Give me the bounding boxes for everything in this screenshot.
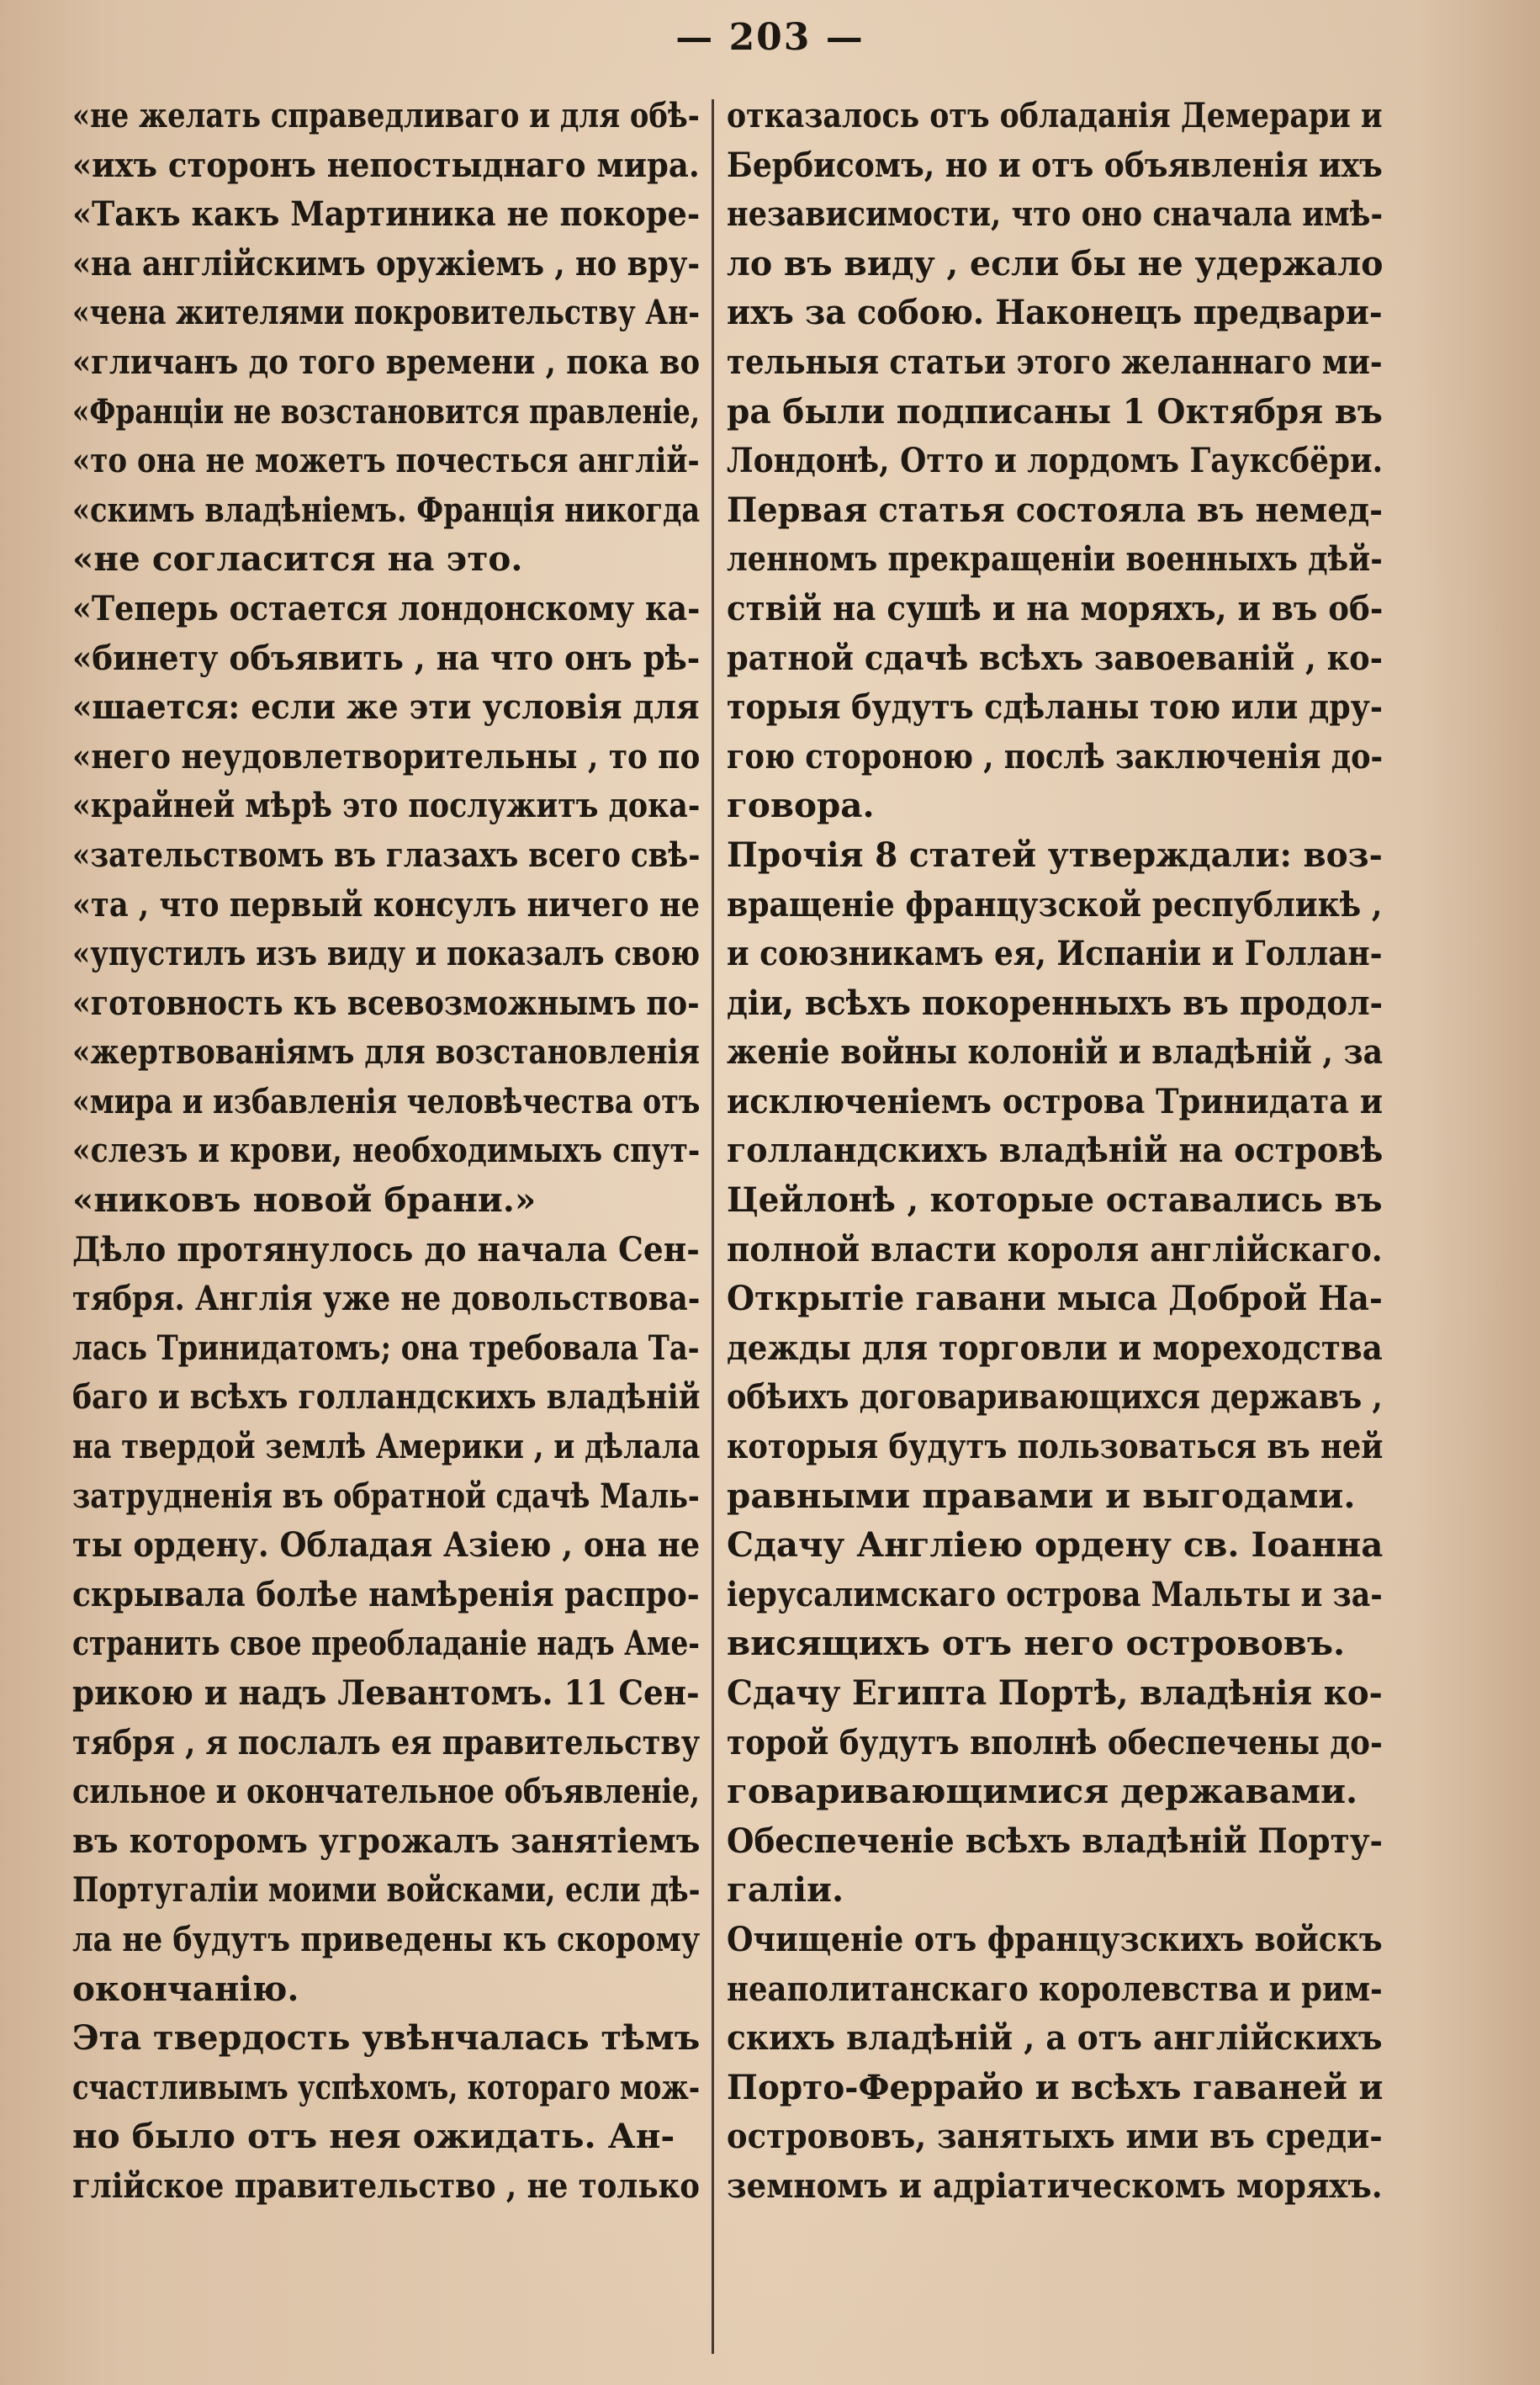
text-line: Эта твердость увѣнчалась тѣмъ [72, 2017, 701, 2059]
text-line: полной власти короля англійскаго. [727, 1228, 1383, 1269]
text-line: «чена жителями покровительству Ан- [72, 292, 700, 333]
text-line: Лондонѣ, Отто и лордомъ Гауксбёри. [727, 440, 1384, 481]
text-line: торыя будутъ сдѣланы тою или дру- [727, 686, 1383, 728]
text-line: дежды для торговли и мореходства [727, 1327, 1383, 1368]
text-line: странить свое преобладаніе надъ Аме- [72, 1623, 700, 1664]
text-line: ра были подписаны 1 Октября въ [727, 390, 1383, 432]
text-line: Португаліи моими войсками, если дѣ- [72, 1869, 701, 1911]
text-line: скихъ владѣній , а отъ англійскихъ [727, 2017, 1383, 2059]
text-line: «шается: если же эти условія для [72, 686, 700, 728]
text-line: баго и всѣхъ голландскихъ владѣній [72, 1376, 700, 1418]
text-line: «него неудовлетворительны , то по [72, 735, 700, 776]
page-number: — 203 — [675, 16, 865, 59]
text-line: тельныя статьи этого желаннаго ми- [727, 341, 1383, 382]
text-line: галіи. [727, 1869, 844, 1911]
text-line: ихъ за собою. Наконецъ предвари- [727, 292, 1383, 333]
text-line: исключеніемъ острова Тринидата и [727, 1080, 1384, 1121]
text-line: «Такъ какъ Мартиника не покоре- [72, 193, 700, 235]
text-line: «скимъ владѣніемъ. Франція никогда [72, 489, 700, 530]
text-line: ствій на сушѣ и на моряхъ, и въ об- [727, 587, 1383, 628]
text-line: на твердой землѣ Америки , и дѣлала [72, 1426, 701, 1467]
text-line: «Франціи не возстановится правленіе, [72, 390, 701, 432]
text-line: которыя будутъ пользоваться въ ней [727, 1426, 1384, 1467]
text-line: но было отъ нея ожидать. Ан- [72, 2116, 675, 2157]
text-line: женіе войны колоній и владѣній , за [727, 1031, 1383, 1073]
text-line: «крайней мѣрѣ это послужитъ дока- [72, 785, 700, 826]
text-line: Сдачу Англіею ордену св. Іоанна [727, 1524, 1384, 1566]
text-line: рикою и надъ Левантомъ. 11 Сен- [72, 1672, 700, 1713]
text-line: вращеніе французской республикѣ , [727, 883, 1383, 925]
column-divider [712, 99, 714, 2354]
text-line: іерусалимскаго острова Мальты и за- [727, 1573, 1383, 1614]
text-line: глійское правительство , не только [72, 2165, 700, 2206]
text-line: «гличанъ до того времени , пока во [72, 341, 701, 382]
text-line: и союзникамъ ея, Испаніи и Голлан- [727, 933, 1383, 974]
text-line: обѣихъ договаривающихся державъ , [727, 1376, 1383, 1418]
text-line: «Теперь остается лондонскому ка- [72, 587, 700, 628]
text-line: торой будутъ вполнѣ обеспечены до- [727, 1721, 1383, 1762]
text-line: Обеспеченіе всѣхъ владѣній Порту- [727, 1820, 1383, 1861]
text-line: окончанію. [72, 1968, 299, 2009]
text-line: висящихъ отъ него острововъ. [727, 1623, 1346, 1664]
text-line: Первая статья состояла въ немед- [727, 489, 1383, 530]
text-line: голландскихъ владѣній на островѣ [727, 1130, 1383, 1171]
text-line: въ которомъ угрожалъ занятіемъ [72, 1820, 701, 1861]
text-line: говаривающимися державами. [727, 1771, 1358, 1812]
text-line: Бербисомъ, но и отъ объявленія ихъ [727, 144, 1383, 185]
text-line: «мира и избавленія человѣчества отъ [72, 1080, 701, 1121]
text-line: «ихъ сторонъ непостыднаго мира. [72, 144, 700, 185]
text-line: острововъ, занятыхъ ими въ среди- [727, 2116, 1383, 2157]
text-line: діи, всѣхъ покоренныхъ въ продол- [727, 982, 1384, 1023]
text-line: тября , я послалъ ея правительству [72, 1721, 701, 1762]
text-line: «та , что первый консулъ ничего не [72, 883, 701, 925]
text-line: «слезъ и крови, необходимыхъ спут- [72, 1130, 701, 1171]
text-line: Дѣло протянулось до начала Сен- [72, 1228, 700, 1269]
text-line: Прочія 8 статей утверждали: воз- [727, 834, 1383, 875]
text-line: равными правами и выгодами. [727, 1475, 1356, 1516]
text-line: ло въ виду , если бы не удержало [727, 242, 1383, 284]
left-column [72, 91, 700, 2211]
text-line: «не желать справедливаго и для обѣ- [72, 95, 700, 135]
text-line: Цейлонѣ , которые оставались въ [727, 1179, 1383, 1221]
text-line: Очищеніе отъ французскихъ войскъ [727, 1918, 1383, 1959]
text-line: лась Тринидатомъ; она требовала Та- [72, 1327, 700, 1368]
text-line: ленномъ прекращеніи военныхъ дѣй- [727, 538, 1383, 580]
text-line: отказалось отъ обладанія Демерари и [727, 95, 1383, 135]
text-line: «бинету объявить , на что онъ рѣ- [72, 637, 700, 678]
text-line: независимости, что оно сначала имѣ- [727, 193, 1384, 235]
text-line: земномъ и адріатическомъ моряхъ. [727, 2165, 1383, 2206]
text-line: тября. Англія уже не довольствова- [72, 1278, 700, 1319]
text-line: скрывала болѣе намѣренія распро- [72, 1573, 700, 1614]
text-line: ратной сдачѣ всѣхъ завоеваній , ко- [727, 637, 1383, 678]
text-line: Порто-Феррайо и всѣхъ гаваней и [727, 2066, 1384, 2107]
text-line: «никовъ новой брани.» [72, 1179, 537, 1221]
right-column [727, 91, 1383, 2211]
text-line: «жертвованіямъ для возстановленія [72, 1031, 700, 1073]
text-line: счастливымъ успѣхомъ, котораго мож- [72, 2066, 701, 2107]
text-line: «готовность къ всевозможнымъ по- [72, 982, 700, 1023]
text-line: неаполитанскаго королевства и рим- [727, 1968, 1383, 2009]
text-line: ла не будутъ приведены къ скорому [72, 1918, 700, 1959]
text-line: ты ордену. Обладая Азіею , она не [72, 1524, 700, 1566]
text-line: говора. [727, 785, 875, 826]
text-line: «упустилъ изъ виду и показалъ свою [72, 933, 700, 974]
text-line: «то она не можетъ почесться англій- [72, 440, 700, 481]
text-line: гою стороною , послѣ заключенія до- [727, 735, 1383, 776]
text-line: сильное и окончательное объявленіе, [72, 1771, 701, 1812]
text-line: «не согласится на это. [72, 538, 523, 580]
text-line: Сдачу Египта Портѣ, владѣнія ко- [727, 1672, 1383, 1713]
text-line: «на англійскимъ оружіемъ , но вру- [72, 242, 701, 284]
text-line: затрудненія въ обратной сдачѣ Маль- [72, 1475, 700, 1516]
text-line: «зательствомъ въ глазахъ всего свѣ- [72, 834, 701, 875]
text-line: Открытіе гавани мыса Доброй На- [727, 1278, 1383, 1319]
